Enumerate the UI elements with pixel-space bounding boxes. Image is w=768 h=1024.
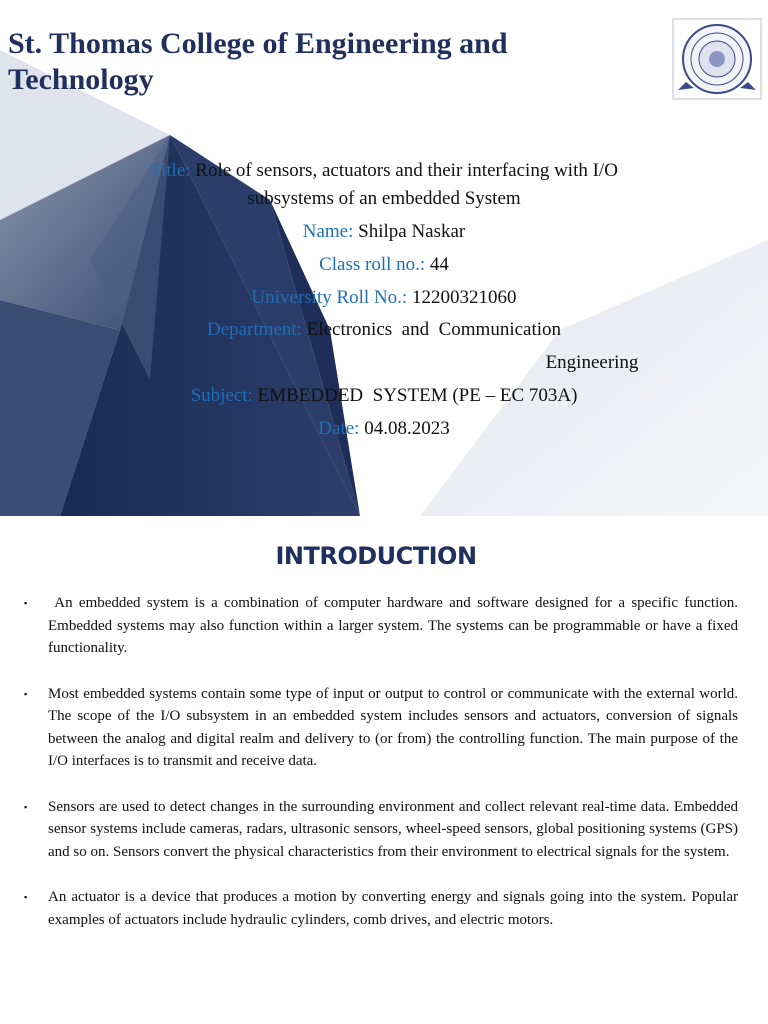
class-roll-label: Class roll no.: bbox=[319, 254, 426, 275]
info-date-line bbox=[0, 416, 768, 442]
introduction-heading: INTRODUCTION bbox=[275, 542, 477, 570]
info-title-line-2 bbox=[0, 186, 768, 212]
bullet-text: An embedded system is a combination of computer hardware and software designed for a specific function. Embedded systems may also function within a larger system. The systems can be programmable or have a fixed functionality. bbox=[48, 595, 742, 656]
name-value: Shilpa Naskar bbox=[358, 221, 466, 242]
introduction-slide bbox=[0, 516, 768, 1024]
bullet-square-icon: ▪ bbox=[24, 688, 28, 699]
bullet-text: Sensors are used to detect changes in the surrounding environment and collect relevant real-time data. Embedded sensor systems include cameras, radars, ultrasonic sensors, wheel-speed sensors, global positioning systems (GPS) and so on. Sensors convert the physical characteristics from their environment to electrical signals for the system. bbox=[48, 798, 738, 860]
bullet-square-icon: ▪ bbox=[24, 801, 28, 812]
name-label: Name: bbox=[302, 221, 354, 242]
title-value-cont: subsystems of an embedded System bbox=[247, 188, 521, 209]
class-roll-value: 44 bbox=[429, 254, 449, 275]
department-label: Department: bbox=[206, 319, 302, 340]
bullet-square-icon: ▪ bbox=[24, 892, 28, 902]
subject-value: EMBEDDED SYSTEM (PE – EC 703A) bbox=[257, 385, 578, 406]
title-label: Title: bbox=[150, 160, 191, 181]
date-label: Date: bbox=[318, 418, 360, 439]
college-seal-logo bbox=[672, 18, 762, 100]
info-university-roll-line bbox=[0, 285, 768, 311]
bullet-text: An actuator is a device that produces a motion by converting energy and signals going into the system. Popular examples of actuators include hydraulic cylinders, comb drives, and electric motors. bbox=[48, 889, 738, 928]
list-item bbox=[24, 886, 738, 931]
date-value: 04.08.2023 bbox=[364, 418, 450, 439]
info-subject-line bbox=[0, 383, 768, 409]
title-value: Role of sensors, actuators and their interfacing with I/O bbox=[195, 160, 618, 181]
list-item bbox=[24, 796, 738, 864]
university-roll-value: 12200321060 bbox=[411, 287, 517, 308]
info-name-line bbox=[0, 219, 768, 245]
bullet-list bbox=[24, 592, 742, 954]
list-item bbox=[24, 592, 742, 660]
info-title-line bbox=[0, 158, 768, 184]
info-department-line bbox=[0, 317, 768, 343]
bullet-text: Most embedded systems contain some type of input or output to control or communicate with the external world. The scope of the I/O subsystem in an embedded system includes sensors and actuators, conversion of signals between the analog and digital realm and delivery to (or from) the controlling function. The main purpose of the I/O interfaces is to transmit and receive data. bbox=[48, 685, 738, 769]
subject-label: Subject: bbox=[190, 385, 253, 406]
department-value-cont: Engineering bbox=[545, 352, 639, 373]
university-roll-label: University Roll No.: bbox=[251, 287, 408, 308]
college-name: St. Thomas College of Engineering and Technology bbox=[8, 27, 508, 96]
department-value: Electronics and Communication bbox=[306, 319, 562, 340]
info-department-line-2 bbox=[208, 350, 768, 376]
list-item bbox=[24, 683, 738, 773]
bullet-square-icon: ▪ bbox=[24, 598, 28, 608]
info-class-roll-line bbox=[0, 252, 768, 278]
